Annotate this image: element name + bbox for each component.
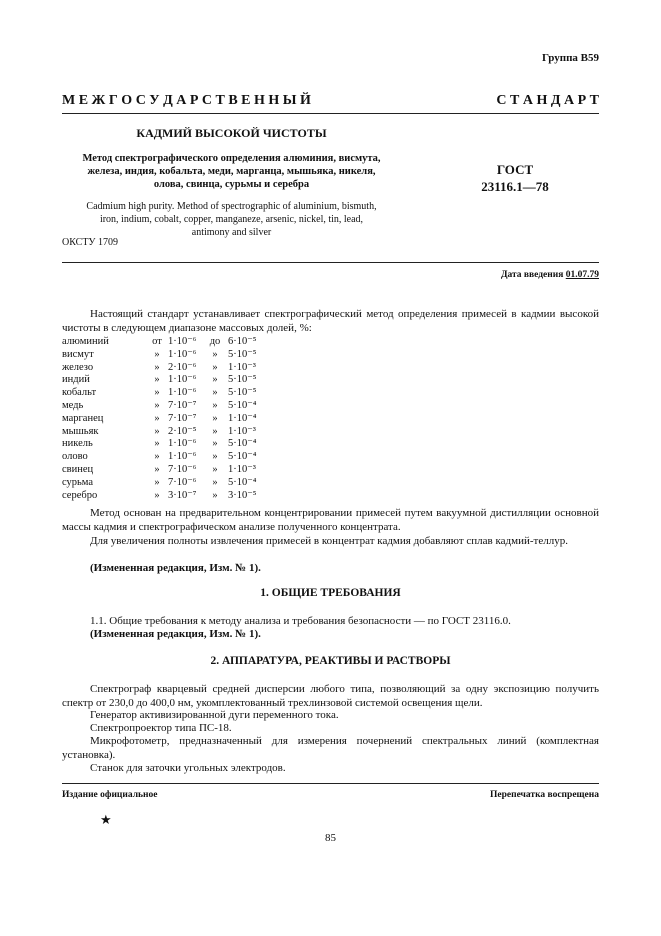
english-line: Cadmium high purity. Method of spectrographic of aluminium, bismuth, <box>86 201 377 212</box>
section-1-text: 1.1. Общие требования к методу анализа и требования безопасности — по ГОСТ 23116.0. <box>90 615 511 627</box>
range-from-value: 1·10⁻⁶ <box>168 451 197 463</box>
range-to-word: » <box>212 463 218 475</box>
range-row <box>62 362 268 375</box>
range-to-word: » <box>212 451 218 463</box>
range-from-value: 2·10⁻⁵ <box>168 425 197 437</box>
range-from-value: 1·10⁻⁶ <box>168 438 197 450</box>
range-to-value: 3·10⁻⁵ <box>228 489 257 501</box>
top-divider <box>62 113 599 114</box>
range-element: железо <box>62 361 94 373</box>
subtitle-line: Метод спектрографического определения алюминия, висмута, <box>82 153 381 164</box>
range-to-word: до <box>209 336 221 347</box>
gost-number <box>450 161 580 195</box>
section-1-heading: 1. ОБЩИЕ ТРЕБОВАНИЯ <box>260 587 401 599</box>
group-code: Группа В59 <box>541 52 599 64</box>
generator-paragraph: Генератор активизированной дуги переменного тока. <box>90 709 339 721</box>
range-row <box>62 426 268 439</box>
document-subtitle <box>62 152 401 191</box>
range-row <box>62 438 268 451</box>
range-from-word: » <box>154 425 160 437</box>
range-element: марганец <box>62 412 104 424</box>
range-to-word: » <box>212 348 218 360</box>
range-element: серебро <box>62 489 98 501</box>
range-to-word: » <box>212 387 218 399</box>
ranges-table <box>62 336 268 502</box>
star-icon: ★ <box>100 812 112 827</box>
range-to-word: » <box>212 476 218 488</box>
range-to-word: » <box>212 374 218 386</box>
range-to-value: 1·10⁻³ <box>228 361 256 373</box>
amendment-note: (Измененная редакция, Изм. № 1). <box>90 562 261 574</box>
reprint-prohibited: Перепечатка воспрещена <box>489 790 599 800</box>
range-element: алюминий <box>62 336 109 347</box>
range-from-value: 7·10⁻⁷ <box>168 412 197 424</box>
range-element: медь <box>62 399 84 411</box>
range-from-value: 3·10⁻⁷ <box>168 489 197 501</box>
range-to-value: 5·10⁻⁵ <box>228 374 257 386</box>
range-from-word: » <box>154 438 160 450</box>
range-from-word: » <box>154 387 160 399</box>
range-from-word: » <box>154 399 160 411</box>
range-to-word: » <box>212 361 218 373</box>
range-to-word: » <box>212 489 218 501</box>
range-to-value: 5·10⁻⁵ <box>228 387 257 399</box>
introduction-date <box>501 270 599 280</box>
range-to-word: » <box>212 412 218 424</box>
range-element: свинец <box>62 463 94 475</box>
date-divider <box>62 262 599 263</box>
range-row <box>62 413 268 426</box>
date-value: 01.07.79 <box>565 270 599 280</box>
date-label: Дата введения <box>500 270 564 280</box>
range-from-value: 7·10⁻⁶ <box>168 463 197 475</box>
range-from-value: 7·10⁻⁷ <box>168 399 197 411</box>
page-number: 85 <box>325 832 336 844</box>
range-to-value: 5·10⁻⁵ <box>228 348 257 360</box>
range-from-value: 2·10⁻⁶ <box>168 361 197 373</box>
method-paragraph: Метод основан на предварительном концентрировании примесей путем вакуумной дистилляции основной массы кадмия и спектрографическом анализе полученного концентрата. <box>62 507 599 533</box>
range-to-value: 1·10⁻³ <box>228 425 256 437</box>
microphotometer-paragraph: Микрофотометр, предназначенный для измерения почернений спектральных линий (комплектная установка). <box>62 735 599 761</box>
range-to-value: 5·10⁻⁴ <box>228 476 257 488</box>
banner-right: С Т А Н Д А Р Т <box>496 93 599 108</box>
range-to-value: 5·10⁻⁴ <box>228 451 257 463</box>
sharpener-paragraph: Станок для заточки угольных электродов. <box>90 762 286 774</box>
range-to-value: 1·10⁻³ <box>228 463 256 475</box>
range-element: индий <box>62 374 90 386</box>
range-element: никель <box>62 438 93 450</box>
footer-divider <box>62 783 599 784</box>
range-from-word: » <box>154 489 160 501</box>
range-row <box>62 336 268 349</box>
range-from-word: от <box>152 336 162 347</box>
range-to-word: » <box>212 438 218 450</box>
gost-code: 23116.1—78 <box>481 179 549 194</box>
subtitle-line: олова, свинца, сурьмы и серебра <box>153 179 310 190</box>
range-row <box>62 349 268 362</box>
spectrograph-paragraph: Спектрограф кварцевый средней дисперсии любого типа, позволяющий за одну экспозицию получить спектр от 230,0 до 400,0 нм, укомплектованный трехлинзовой системой освещения щели. <box>62 683 599 709</box>
intro-paragraph: Настоящий стандарт устанавливает спектрографический метод определения примесей в кадмии высокой чистоты в следующем диапазоне массовых долей, %: <box>62 308 599 334</box>
document-title: КАДМИЙ ВЫСОКОЙ ЧИСТОТЫ <box>136 126 327 140</box>
range-from-word: » <box>154 412 160 424</box>
range-row <box>62 374 268 387</box>
alloy-paragraph: Для увеличения полноты извлечения примесей в концентрат кадмия добавляют сплав кадмий-теллур. <box>90 535 568 547</box>
range-from-word: » <box>154 476 160 488</box>
projector-paragraph: Спектропроектор типа ПС-18. <box>90 722 232 734</box>
english-line: antimony and silver <box>191 227 272 238</box>
range-from-value: 1·10⁻⁶ <box>168 374 197 386</box>
range-element: сурьма <box>62 476 94 488</box>
range-from-value: 1·10⁻⁶ <box>168 387 197 399</box>
range-to-value: 5·10⁻⁴ <box>228 438 257 450</box>
section-2-heading: 2. АППАРАТУРА, РЕАКТИВЫ И РАСТВОРЫ <box>210 655 451 667</box>
range-row <box>62 464 268 477</box>
range-from-value: 1·10⁻⁶ <box>168 348 197 360</box>
range-from-value: 1·10⁻⁶ <box>168 336 197 347</box>
range-element: висмут <box>62 348 94 360</box>
oksty-code: ОКСТУ 1709 <box>62 237 119 248</box>
range-element: кобальт <box>62 387 97 399</box>
english-line: iron, indium, cobalt, copper, manganeze, arsenic, nickel, tin, lead, <box>99 214 364 225</box>
range-row <box>62 451 268 464</box>
range-row <box>62 400 268 413</box>
range-row <box>62 477 268 490</box>
range-to-word: » <box>212 399 218 411</box>
range-element: олово <box>62 451 88 463</box>
range-to-value: 1·10⁻⁴ <box>228 412 257 424</box>
standard-banner <box>62 93 599 109</box>
subtitle-line: железа, индия, кобальта, меди, марганца, мышьяка, никеля, <box>87 166 376 177</box>
banner-left: М Е Ж Г О С У Д А Р С Т В Е Н Н Ы Й <box>62 93 311 108</box>
gost-label: ГОСТ <box>496 162 534 177</box>
range-from-word: » <box>154 348 160 360</box>
range-from-word: » <box>154 361 160 373</box>
range-element: мышьяк <box>62 425 99 437</box>
range-row <box>62 490 268 503</box>
range-to-value: 5·10⁻⁴ <box>228 399 257 411</box>
range-to-value: 6·10⁻⁵ <box>228 336 257 347</box>
range-from-value: 7·10⁻⁶ <box>168 476 197 488</box>
range-to-word: » <box>212 425 218 437</box>
english-title <box>62 200 401 239</box>
range-from-word: » <box>154 451 160 463</box>
range-row <box>62 387 268 400</box>
range-from-word: » <box>154 374 160 386</box>
section-1-amendment: (Измененная редакция, Изм. № 1). <box>90 628 261 640</box>
range-from-word: » <box>154 463 160 475</box>
official-edition: Издание официальное <box>62 790 158 800</box>
